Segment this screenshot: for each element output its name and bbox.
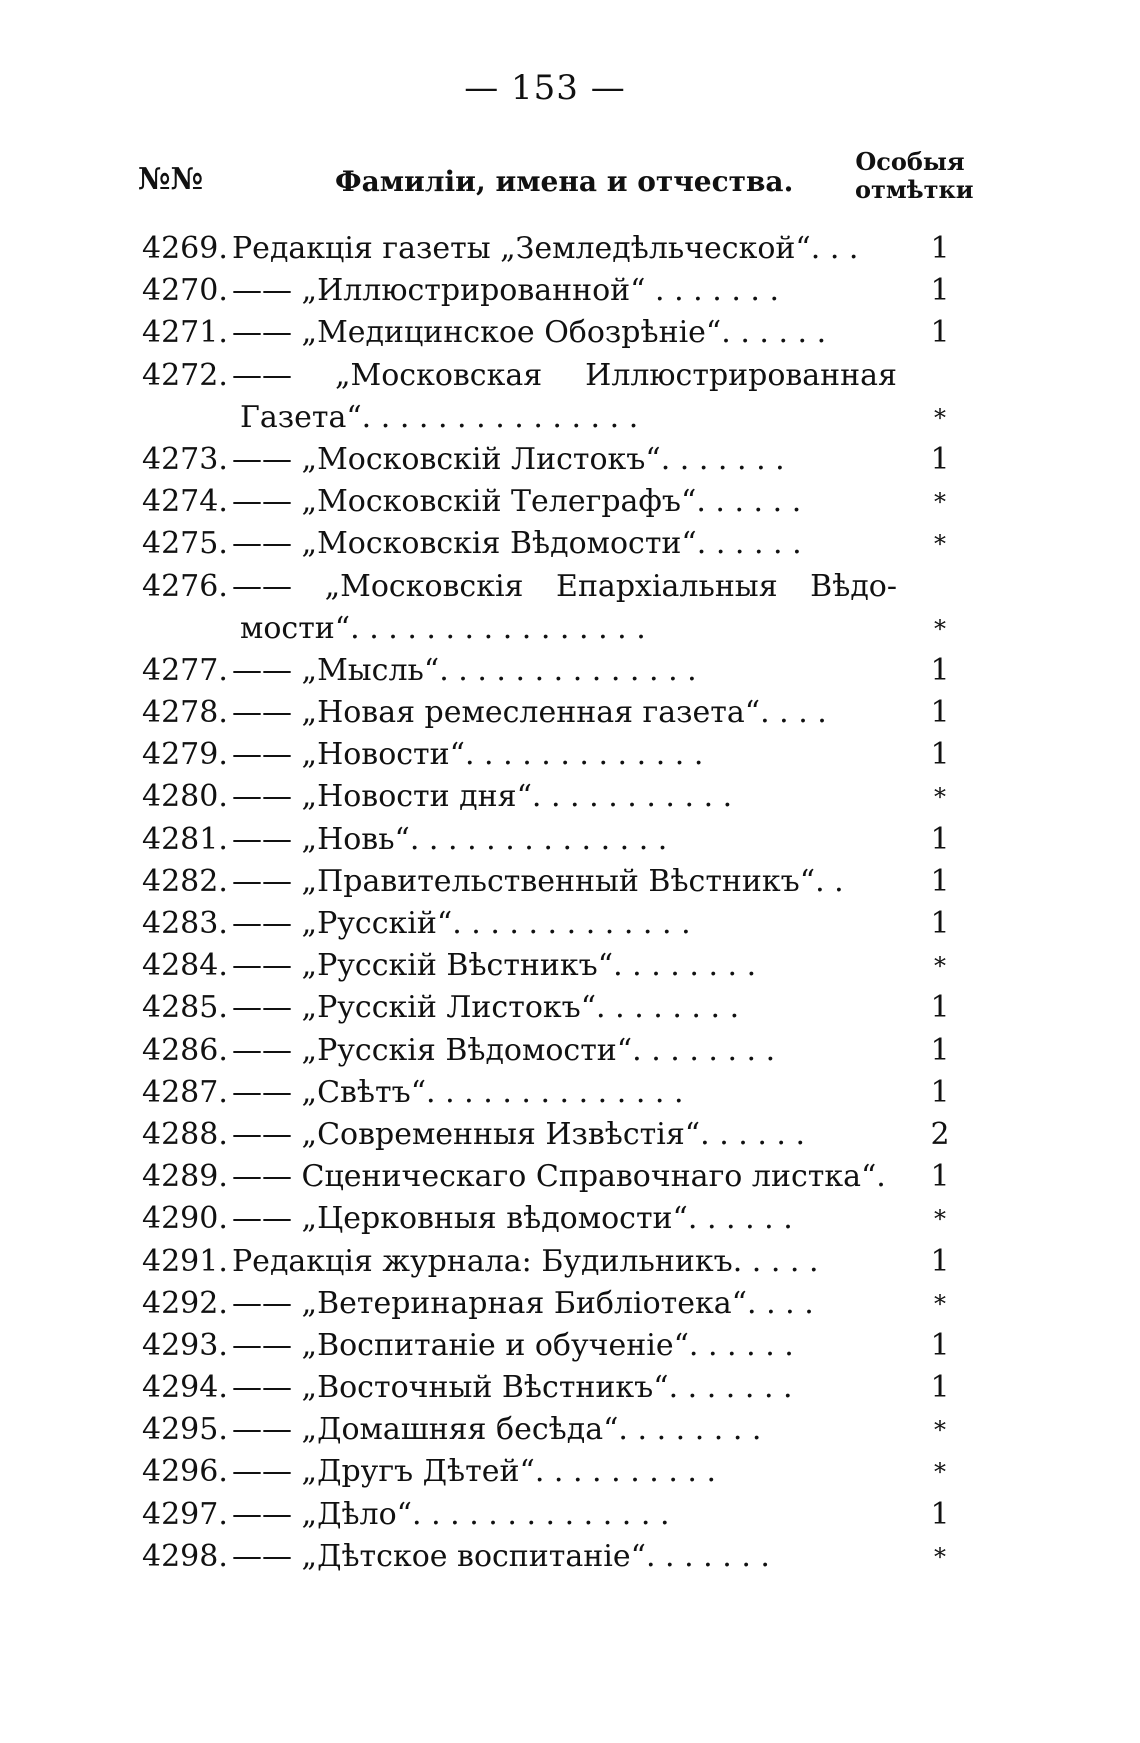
entry-number: 4291. [142,1243,228,1279]
entry-number: 4282. [142,863,228,899]
list-item [0,650,1140,692]
list-item [0,903,1140,945]
entry-title: —— „Ветеринарная Библіотека“. . . . [232,1285,814,1321]
entry-number: 4279. [142,737,228,773]
column-header-marks [855,147,974,204]
entry-number: 4288. [142,1116,228,1152]
list-item [0,355,1140,397]
list-item [0,1072,1140,1114]
entry-title: —— „Новая ремесленная газета“. . . . [232,695,827,731]
list-item [0,481,1140,523]
entry-mark: 1 [930,737,950,773]
entry-number: 4293. [142,1327,228,1363]
entry-list [0,228,1140,1578]
entry-number: 4294. [142,1370,228,1406]
entry-mark: 1 [930,652,950,688]
list-item [0,1367,1140,1409]
entry-number: 4274. [142,484,228,520]
entry-number: 4275. [142,526,228,562]
entry-title: —— „Русскій Листокъ“. . . . . . . . [232,990,740,1026]
entry-title: —— „Московскій Листокъ“. . . . . . . [232,441,785,477]
entry-mark: 1 [930,1074,950,1110]
entry-number: 4280. [142,779,228,815]
entry-title: —— „Московскія Епархіальныя Вѣдо- [232,568,897,604]
entry-title: —— „Свѣтъ“. . . . . . . . . . . . . . [232,1074,684,1110]
entry-mark: * [934,1542,946,1571]
list-item [0,1114,1140,1156]
entry-title: —— „Современныя Извѣстія“. . . . . . [232,1116,806,1152]
list-item [0,1198,1140,1240]
entry-title: Газета“. . . . . . . . . . . . . . . [240,399,639,435]
list-item [0,228,1140,270]
entry-title: мости“. . . . . . . . . . . . . . . . [240,610,646,646]
entry-title: —— „Мысль“. . . . . . . . . . . . . . [232,652,697,688]
column-header-number: №№ [138,162,204,197]
entry-number: 4283. [142,906,228,941]
entry-mark: 1 [930,1159,950,1195]
entry-number: 4272. [142,357,228,393]
entry-mark: 1 [930,231,950,266]
entry-title: —— „Русскій“. . . . . . . . . . . . . [232,906,691,941]
entry-number: 4281. [142,821,228,857]
entry-number: 4273. [142,441,228,477]
entry-mark: 1 [930,863,950,899]
list-item [0,1156,1140,1198]
list-item [0,312,1140,354]
entry-number: 4295. [142,1412,228,1448]
list-item [0,819,1140,861]
entry-number: 4289. [142,1159,228,1195]
entry-title: —— „Домашняя бесѣда“. . . . . . . . [232,1412,762,1448]
entry-mark: * [934,488,946,517]
list-item [0,987,1140,1029]
entry-title: —— „Церковныя вѣдомости“. . . . . . [232,1201,793,1237]
entry-number: 4271. [142,315,228,351]
entry-title: —— „Новости дня“. . . . . . . . . . . [232,779,733,815]
entry-title: —— „Дѣло“. . . . . . . . . . . . . . [232,1496,670,1532]
entry-mark: 1 [930,1327,950,1363]
entry-mark: * [934,614,946,643]
entry-mark: * [934,952,946,981]
entry-mark: * [934,403,946,432]
entry-mark: * [934,1289,946,1318]
entry-number: 4277. [142,652,228,688]
entry-number: 4285. [142,990,228,1026]
entry-mark: * [934,783,946,812]
entry-number: 4270. [142,273,228,309]
list-item [0,1283,1140,1325]
list-item [0,397,1140,439]
entry-number: 4296. [142,1454,228,1490]
entry-title: —— „Русскій Вѣстникъ“. . . . . . . . [232,948,757,984]
list-item [0,1325,1140,1367]
list-item [0,692,1140,734]
entry-number: 4286. [142,1032,228,1068]
entry-mark: 1 [930,906,950,941]
entry-title: —— „Московскія Вѣдомости“. . . . . . [232,526,802,562]
entry-title: —— „Русскія Вѣдомости“. . . . . . . . [232,1032,776,1068]
entry-number: 4269. [142,231,228,266]
list-item [0,523,1140,565]
list-item [0,270,1140,312]
list-item [0,1241,1140,1283]
entry-mark: * [934,1458,946,1487]
list-item [0,608,1140,650]
entry-number: 4284. [142,948,228,984]
column-header-names: Фамиліи, имена и отчества. [335,165,794,198]
entry-mark: 1 [930,695,950,731]
list-item [0,945,1140,987]
list-item [0,1451,1140,1493]
entry-title: —— „Воспитаніе и обученіе“. . . . . . [232,1327,794,1363]
page-number: — 153 — [464,68,626,108]
entry-mark: 1 [930,1496,950,1532]
entry-mark: * [934,1416,946,1445]
list-item [0,1409,1140,1451]
entry-mark: 1 [930,273,950,309]
entry-title: Редакція журнала: Будильникъ. . . . . [232,1243,819,1279]
entry-title: —— „Новь“. . . . . . . . . . . . . . [232,821,668,857]
entry-number: 4297. [142,1496,228,1532]
entry-title: —— „Правительственный Вѣстникъ“. . [232,863,844,899]
entry-title: —— „Иллюстрированной“ . . . . . . . [232,273,780,309]
list-item [0,566,1140,608]
entry-mark: 1 [930,441,950,477]
entry-number: 4292. [142,1285,228,1321]
entry-mark: 1 [930,315,950,351]
list-item [0,1536,1140,1578]
entry-number: 4298. [142,1538,228,1574]
list-item [0,776,1140,818]
entry-title: —— „Медицинское Обозрѣніе“. . . . . . [232,315,827,351]
entry-title: —— „Московскій Телеграфъ“. . . . . . [232,484,802,520]
list-item [0,439,1140,481]
entry-mark: 1 [930,1370,950,1406]
entry-mark: 1 [930,1243,950,1279]
column-header-marks-line1: Особыя [855,147,965,176]
entry-number: 4287. [142,1074,228,1110]
entry-mark: 1 [930,1032,950,1068]
entry-mark: 1 [930,990,950,1026]
entry-mark: * [934,1205,946,1234]
entry-title: —— Сценическаго Справочнаго листка“. [232,1159,886,1195]
entry-title: —— „Другъ Дѣтей“. . . . . . . . . . [232,1454,717,1490]
entry-title: —— „Дѣтское воспитаніе“. . . . . . . [232,1538,770,1574]
entry-title: —— „Восточный Вѣстникъ“. . . . . . . [232,1370,793,1406]
list-item [0,861,1140,903]
entry-title: —— „Новости“. . . . . . . . . . . . . [232,737,704,773]
entry-title: Редакція газеты „Земледѣльческой“. . . [232,231,859,266]
entry-mark: 1 [930,821,950,857]
entry-mark: * [934,530,946,559]
column-header-marks-line2: отмѣтки [855,174,974,204]
entry-title: —— „Московская Иллюстрированная [232,357,897,393]
entry-number: 4290. [142,1201,228,1237]
list-item [0,1030,1140,1072]
list-item [0,1494,1140,1536]
entry-number: 4278. [142,695,228,731]
entry-mark: 2 [930,1116,950,1152]
entry-number: 4276. [142,568,228,604]
list-item [0,734,1140,776]
